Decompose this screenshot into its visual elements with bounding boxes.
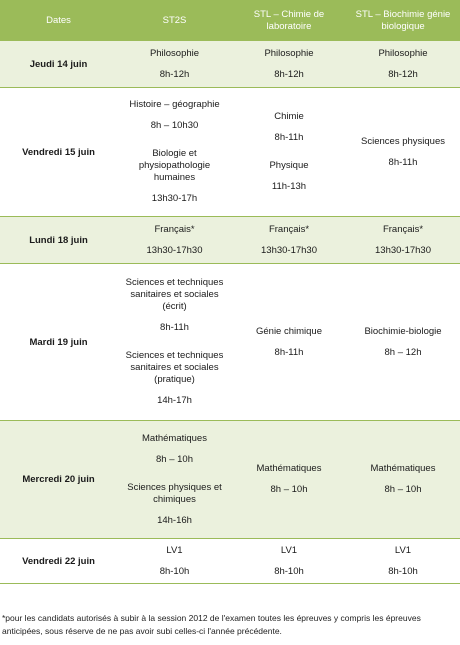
- exam-subject: Philosophie: [264, 47, 314, 59]
- table-row: [0, 88, 460, 217]
- exam-subject: Physique: [269, 160, 309, 171]
- exam-cell-bio: [346, 421, 460, 539]
- exam-cell-bio: [346, 41, 460, 88]
- table-row: [0, 217, 460, 264]
- exam-subject: Biochimie-biologie: [364, 325, 442, 337]
- exam-subject: Histoire – géographie: [129, 99, 220, 110]
- exam-cell-chimie: [232, 264, 346, 421]
- spacer: [235, 236, 343, 245]
- exam-time: 8h-12h: [159, 68, 190, 80]
- exam-cell-chimie: [232, 41, 346, 88]
- exam-time: 14h-17h: [157, 395, 192, 406]
- exam-time: 11h-13h: [271, 181, 307, 192]
- spacer: [120, 557, 229, 566]
- exam-cell-st2s: [117, 217, 232, 264]
- exam-subject: LV1: [166, 544, 183, 556]
- exam-cell-bio: [346, 264, 460, 421]
- exam-cell-st2s: [117, 264, 232, 421]
- spacer: [235, 475, 343, 484]
- exam-time: 8h – 10h30: [150, 120, 199, 131]
- exam-time: 8h-11h: [160, 322, 189, 333]
- spacer: [235, 557, 343, 566]
- exam-time: 8h-10h: [159, 565, 190, 577]
- header-stl-chimie: STL – Chimie de laboratoire: [232, 1, 346, 41]
- day-cell: Vendredi 22 juin: [0, 539, 117, 584]
- exam-cell-chimie: [232, 88, 346, 217]
- exam-time: 8h – 10h: [384, 484, 422, 495]
- spacer: [120, 111, 229, 120]
- exam-time: 14h-16h: [157, 514, 192, 526]
- exam-subject: LV1: [280, 544, 298, 556]
- spacer: [120, 132, 229, 148]
- spacer: [235, 123, 343, 132]
- exam-subject: Génie chimique: [255, 325, 322, 337]
- spacer: [349, 557, 457, 566]
- exam-time: 8h-11h: [274, 346, 304, 358]
- exam-subject: Chimie: [274, 111, 304, 122]
- day-cell: Mardi 19 juin: [0, 264, 117, 421]
- exam-cell-chimie: [232, 421, 346, 539]
- exam-subject: Philosophie: [378, 47, 428, 59]
- exam-time: 8h-10h: [274, 565, 304, 577]
- exam-time: 8h-12h: [388, 68, 418, 80]
- exam-time: 13h30-17h30: [375, 244, 431, 256]
- exam-subject: Mathématiques: [370, 463, 436, 474]
- spacer: [349, 236, 457, 245]
- exam-time: 8h-11h: [388, 156, 418, 168]
- table-row: [0, 421, 460, 539]
- spacer: [235, 338, 343, 347]
- header-stl-bio: STL – Biochimie génie biologique: [346, 1, 460, 41]
- exam-subject: Français*: [268, 223, 310, 235]
- footnote: *pour les candidats autorisés à subir à la session 2012 de l'examen toutes les épreuves y compris les épreuves anticipées, sous réserve de ne pas avoir subi celles-ci l'année précédente.: [2, 613, 421, 636]
- spacer: [120, 60, 229, 69]
- exam-cell-st2s: [117, 41, 232, 88]
- table-row: [0, 539, 460, 584]
- exam-time: 8h – 12h: [384, 346, 422, 358]
- exam-cell-bio: [346, 217, 460, 264]
- day-cell: Vendredi 15 juin: [0, 88, 117, 217]
- exam-time: 8h – 10h: [270, 484, 308, 495]
- exam-subject: Français*: [154, 223, 195, 235]
- day-cell: Jeudi 14 juin: [0, 41, 117, 88]
- header-st2s: ST2S: [117, 1, 232, 41]
- exam-cell-st2s: [117, 421, 232, 539]
- spacer: [120, 236, 229, 245]
- exam-cell-bio: [346, 539, 460, 584]
- exam-subject: Mathématiques: [256, 463, 322, 474]
- spacer: [120, 506, 229, 515]
- spacer: [349, 60, 457, 69]
- spacer: [349, 148, 457, 157]
- spacer: [235, 144, 343, 160]
- exam-time: 8h-11h: [274, 132, 304, 143]
- exam-subject: Sciences physiques: [361, 135, 445, 147]
- spacer: [235, 60, 343, 69]
- spacer: [120, 184, 229, 193]
- table-row: [0, 41, 460, 88]
- exam-subject: Sciences et techniques sanitaires et sociales (pratique): [125, 350, 224, 385]
- day-cell: Lundi 18 juin: [0, 217, 117, 264]
- spacer: [120, 386, 229, 395]
- exam-time: 13h30-17h30: [146, 244, 203, 256]
- spacer: [120, 334, 229, 350]
- exam-time: 13h30-17h: [151, 193, 198, 204]
- exam-time: 8h-10h: [388, 565, 418, 577]
- header-row: [0, 1, 460, 41]
- exam-subject: Sciences et techniques sanitaires et sociales (écrit): [125, 277, 224, 312]
- exam-cell-chimie: [232, 539, 346, 584]
- exam-subject: Français*: [382, 223, 424, 235]
- exam-subject: Biologie et physiopathologie humaines: [138, 148, 211, 183]
- exam-cell-st2s: [117, 539, 232, 584]
- spacer: [120, 313, 229, 322]
- spacer: [349, 338, 457, 347]
- day-cell: Mercredi 20 juin: [0, 421, 117, 539]
- exam-subject: Mathématiques: [142, 432, 207, 444]
- spacer: [235, 172, 343, 181]
- exam-subject: Philosophie: [149, 47, 200, 59]
- exam-time: 13h30-17h30: [261, 244, 317, 256]
- spacer: [120, 466, 229, 482]
- exam-subject: Sciences physiques et chimiques: [127, 481, 222, 505]
- spacer: [120, 445, 229, 454]
- exam-time: 8h – 10h: [156, 453, 193, 465]
- exam-cell-st2s: [117, 88, 232, 217]
- exam-subject: LV1: [394, 544, 412, 556]
- spacer: [349, 475, 457, 484]
- header-dates: Dates: [0, 1, 117, 41]
- table-row: [0, 264, 460, 421]
- exam-cell-bio: [346, 88, 460, 217]
- exam-time: 8h-12h: [274, 68, 304, 80]
- exam-cell-chimie: [232, 217, 346, 264]
